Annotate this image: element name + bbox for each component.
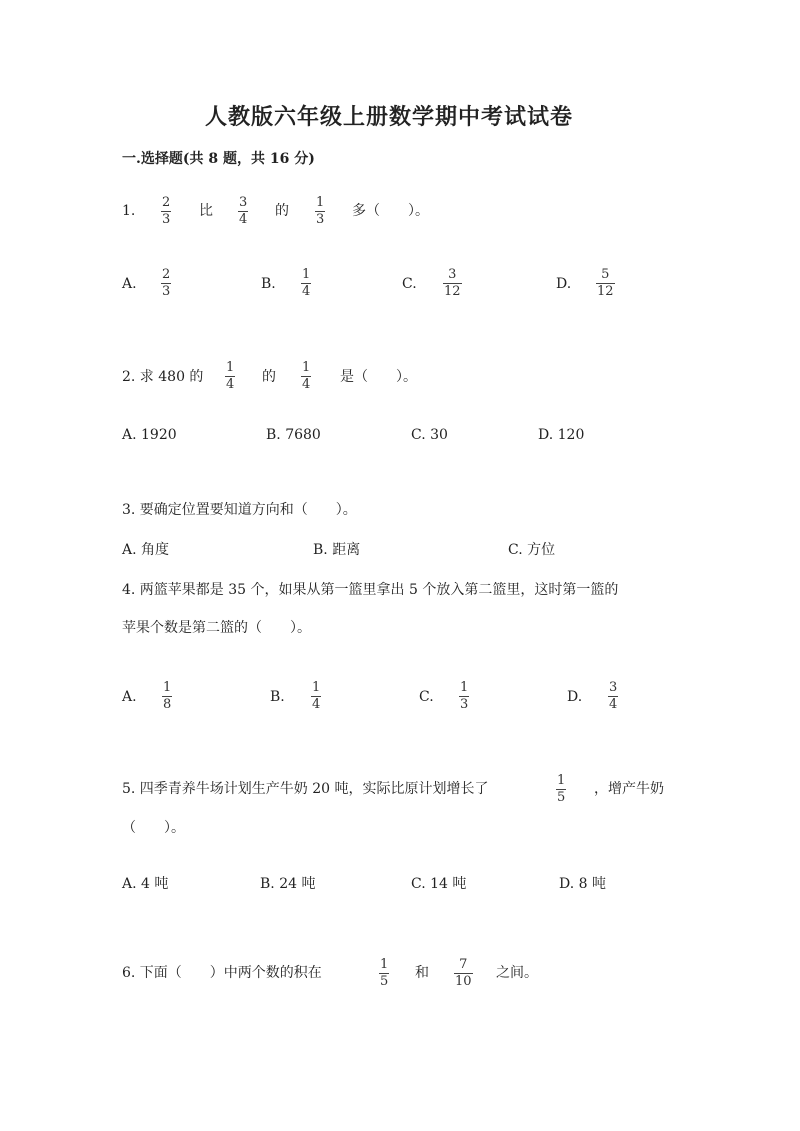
option-c[interactable]: C. 方位 [508,542,556,558]
fraction: 1 4 [302,360,311,392]
option-b[interactable]: B. [261,276,276,292]
q6-text: 6. 下面（ ）中两个数的积在 [122,965,322,981]
fraction: 5 12 [597,267,614,299]
fraction: 3 12 [444,267,461,299]
q2-text: 的 [262,369,276,385]
q6-text: 之间。 [496,965,538,981]
q1-text: 多（ ）。 [352,203,429,219]
option-c[interactable]: C. [419,689,434,705]
option-b[interactable]: B. 7680 [266,427,321,443]
fraction: 3 4 [239,195,248,227]
fraction: 1 3 [460,680,469,712]
fraction: 1 5 [380,957,389,989]
q3-text: 3. 要确定位置要知道方向和（ ）。 [122,502,357,518]
fraction: 7 10 [455,957,472,989]
q5-text: （ ）。 [122,820,185,836]
fraction: 2 3 [162,195,171,227]
option-c[interactable]: C. 30 [411,427,448,443]
option-a[interactable]: A. 4 吨 [122,876,169,892]
fraction: 1 8 [163,680,172,712]
option-c[interactable]: C. 14 吨 [411,876,467,892]
fraction: 2 3 [162,267,171,299]
option-d[interactable]: D. [556,276,572,292]
fraction: 1 5 [557,773,566,805]
fraction: 3 4 [609,680,618,712]
option-b[interactable]: B. 24 吨 [260,876,316,892]
q6-text: 和 [415,965,429,981]
option-c[interactable]: C. [402,276,417,292]
q1-number: 1. [122,203,136,219]
fraction: 1 4 [312,680,321,712]
page-title: 人教版六年级上册数学期中考试试卷 [205,104,574,130]
option-a[interactable]: A. 角度 [122,542,170,558]
option-a[interactable]: A. [122,276,137,292]
q5-text: 5. 四季青养牛场计划生产牛奶 20 吨，实际比原计划增长了 [122,781,489,797]
q5-text: ，增产牛奶 [594,781,664,797]
option-d[interactable]: D. [567,689,583,705]
fraction: 1 4 [226,360,235,392]
fraction: 1 3 [316,195,325,227]
fraction: 1 4 [302,267,311,299]
q1-text: 的 [275,203,289,219]
q2-text: 2. 求 480 的 [122,369,204,385]
option-d[interactable]: D. 120 [538,427,585,443]
option-d[interactable]: D. 8 吨 [559,876,606,892]
section-heading: 一.选择题(共 8 题，共 16 分) [122,151,315,167]
q2-text: 是（ ）。 [340,369,417,385]
option-a[interactable]: A. [122,689,137,705]
q1-text: 比 [199,203,213,219]
q4-text: 苹果个数是第二篮的（ ）。 [122,620,311,636]
option-b[interactable]: B. [270,689,285,705]
q4-text: 4. 两篮苹果都是 35 个，如果从第一篮里拿出 5 个放入第二篮里，这时第一篮的 [122,582,619,598]
option-a[interactable]: A. 1920 [122,427,177,443]
option-b[interactable]: B. 距离 [313,542,361,558]
